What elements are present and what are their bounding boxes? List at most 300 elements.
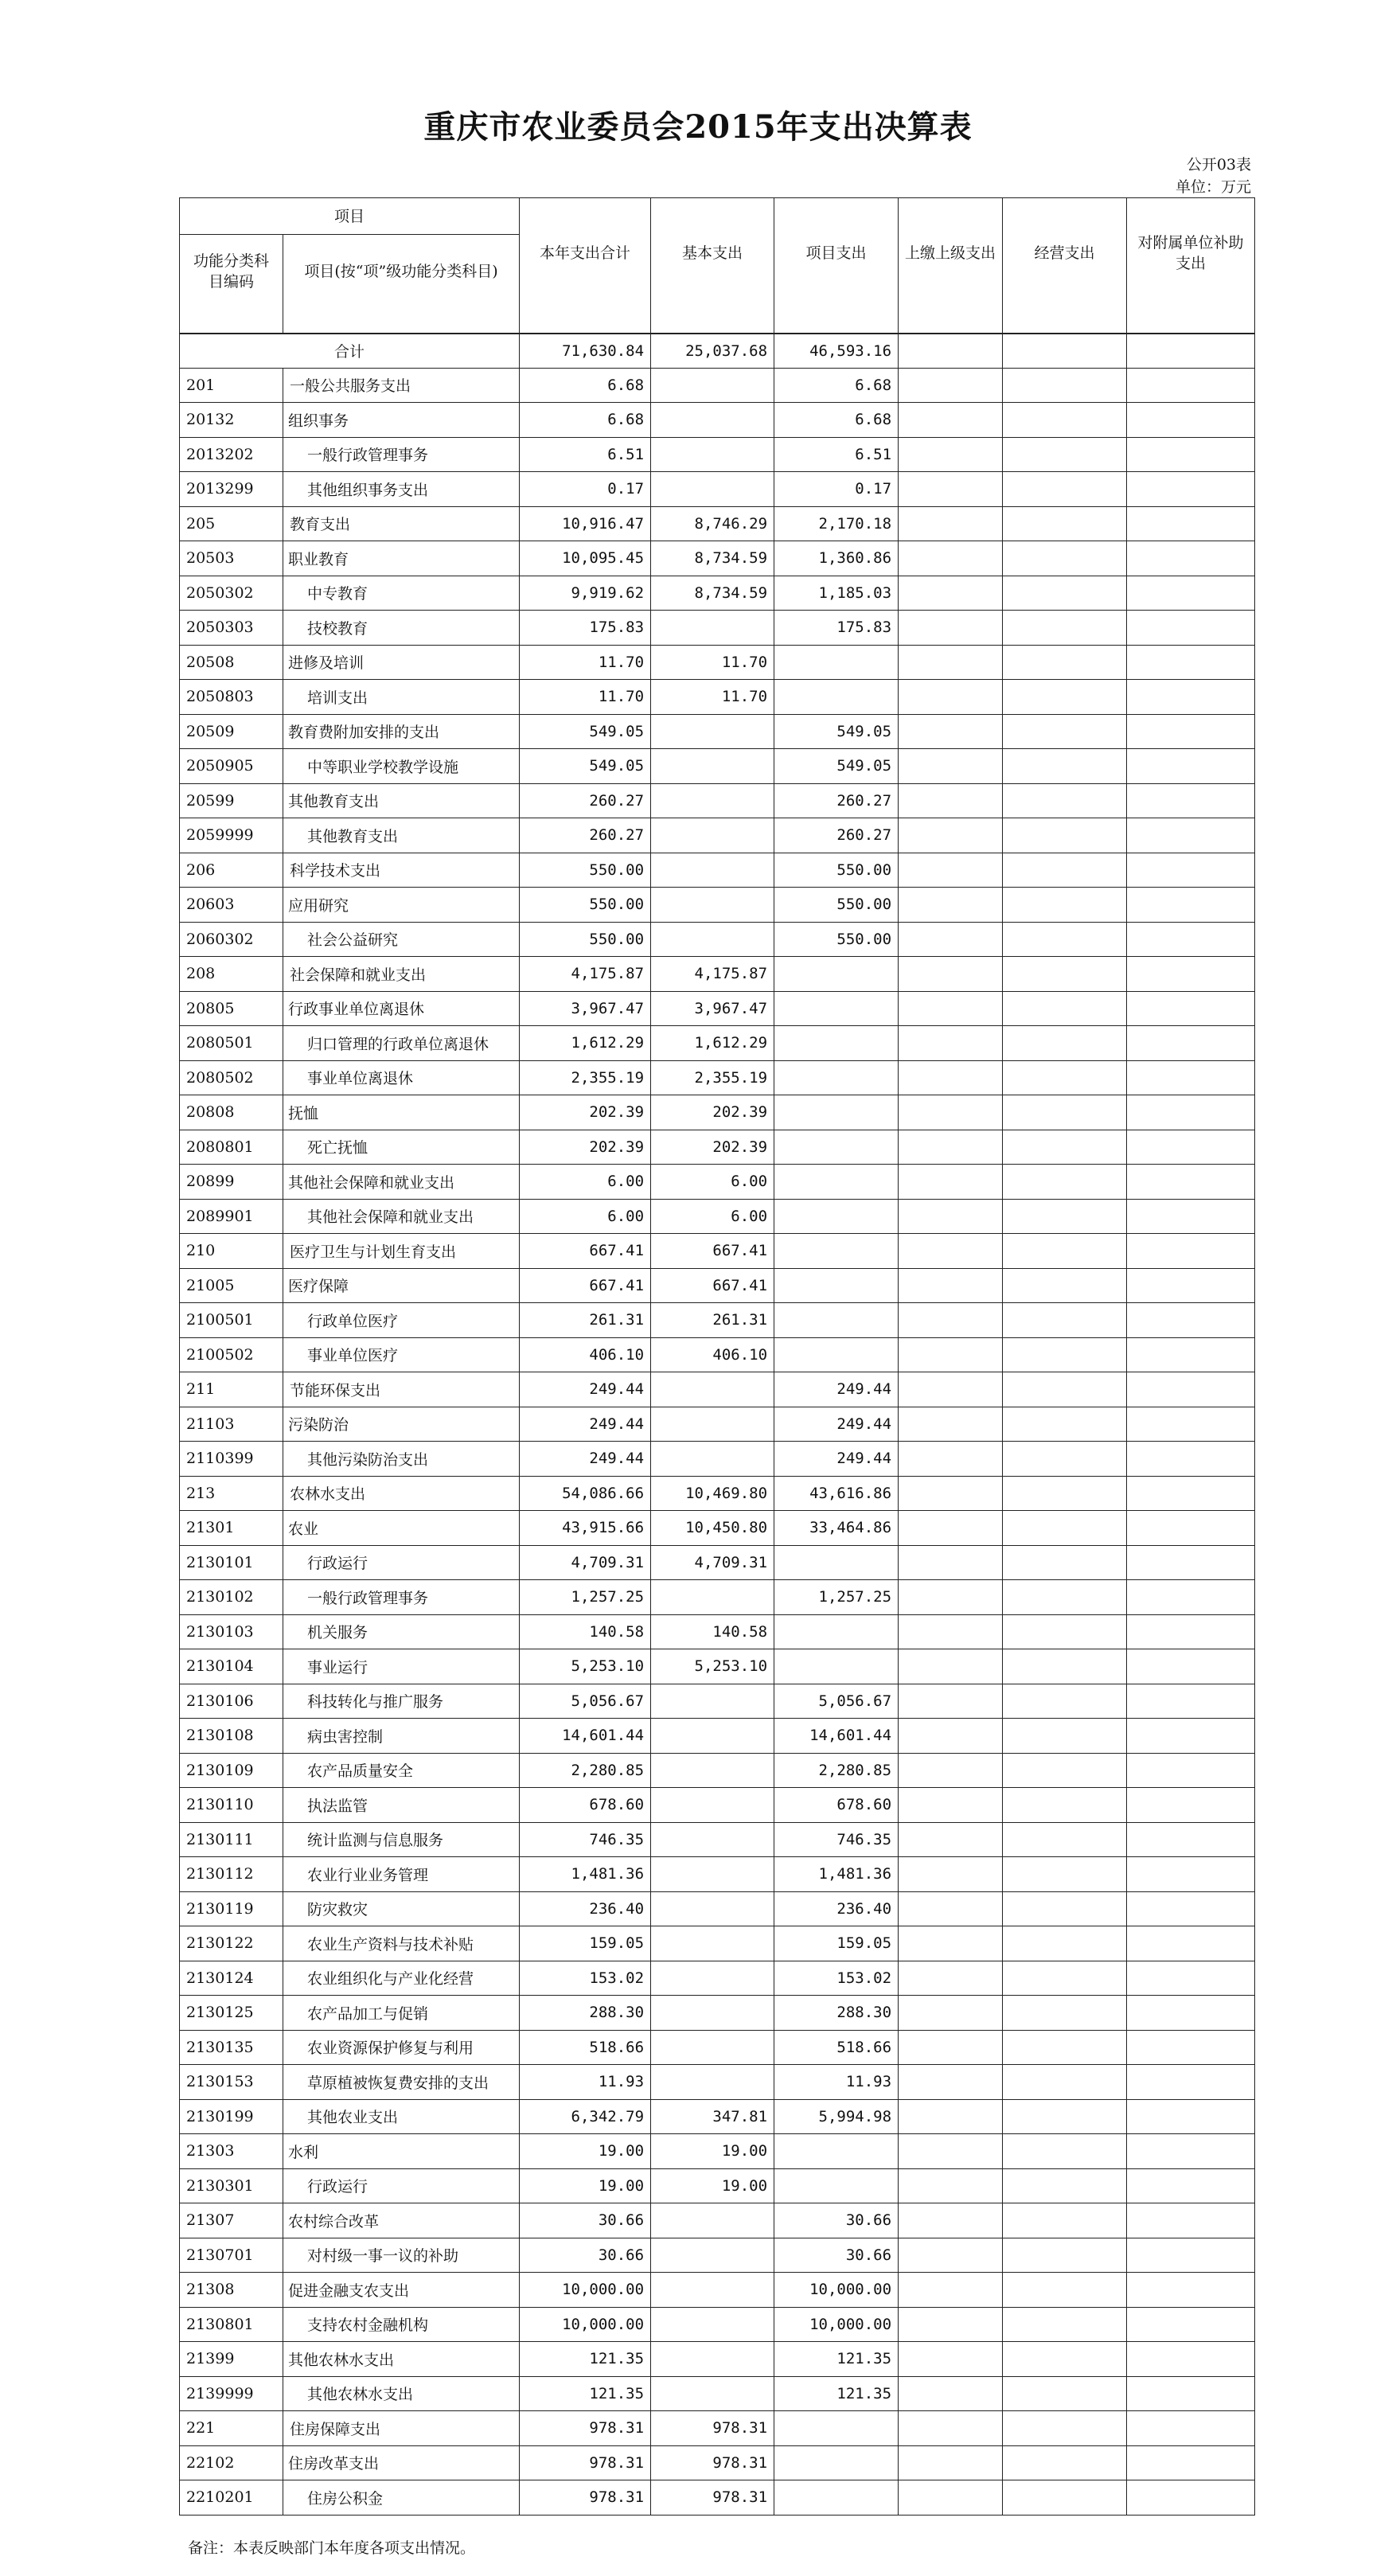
cell-code: 206 <box>180 853 283 888</box>
cell-project <box>774 1095 899 1130</box>
table-row <box>180 1372 1255 1407</box>
cell-name: 应用研究 <box>283 888 520 923</box>
cell-business <box>1003 922 1127 957</box>
cell-project: 10,000.00 <box>774 2307 899 2342</box>
table-row <box>180 1926 1255 1961</box>
cell-project: 260.27 <box>774 783 899 818</box>
cell-name: 节能环保支出 <box>283 1372 520 1407</box>
cell-total: 2,280.85 <box>520 1753 651 1788</box>
cell-business <box>1003 1753 1127 1788</box>
header-total: 本年支出合计 <box>520 198 651 334</box>
cell-total: 978.31 <box>520 2445 651 2480</box>
header-code: 功能分类科目编码 <box>180 235 283 334</box>
table-row <box>180 576 1255 611</box>
cell-project <box>774 1060 899 1095</box>
cell-project <box>774 957 899 992</box>
cell-upper <box>899 1822 1003 1857</box>
header-basic: 基本支出 <box>651 198 774 334</box>
total-label: 合计 <box>180 334 520 369</box>
cell-code: 22102 <box>180 2445 283 2480</box>
cell-subsidy <box>1127 368 1255 403</box>
cell-business <box>1003 1060 1127 1095</box>
cell-total: 10,000.00 <box>520 2273 651 2308</box>
cell-project: 746.35 <box>774 1822 899 1857</box>
cell-total: 5,056.67 <box>520 1684 651 1719</box>
cell-basic: 8,746.29 <box>651 506 774 541</box>
unit-label: 单位：万元 <box>1175 178 1251 196</box>
cell-subsidy <box>1127 611 1255 646</box>
cell-code: 20132 <box>180 403 283 438</box>
cell-subsidy <box>1127 2099 1255 2134</box>
cell-name: 医疗保障 <box>283 1268 520 1303</box>
cell-project: 288.30 <box>774 1996 899 2031</box>
cell-code: 20808 <box>180 1095 283 1130</box>
cell-project: 6.51 <box>774 437 899 472</box>
table-row <box>180 853 1255 888</box>
cell-basic <box>651 1719 774 1754</box>
cell-subsidy <box>1127 1545 1255 1580</box>
cell-code: 21399 <box>180 2342 283 2377</box>
cell-upper <box>899 1753 1003 1788</box>
cell-project <box>774 1545 899 1580</box>
cell-subsidy <box>1127 714 1255 749</box>
cell-code: 2130135 <box>180 2030 283 2065</box>
cell-project <box>774 2445 899 2480</box>
cell-business <box>1003 472 1127 507</box>
cell-business <box>1003 576 1127 611</box>
cell-total: 11.70 <box>520 645 651 680</box>
cell-business <box>1003 1857 1127 1892</box>
table-row <box>180 2099 1255 2134</box>
cell-basic <box>651 2203 774 2238</box>
cell-project <box>774 1268 899 1303</box>
table-row <box>180 783 1255 818</box>
cell-basic: 8,734.59 <box>651 576 774 611</box>
cell-total: 678.60 <box>520 1788 651 1823</box>
cell-business <box>1003 2099 1127 2134</box>
cell-name: 病虫害控制 <box>283 1719 520 1754</box>
cell-name: 中专教育 <box>283 576 520 611</box>
cell-business <box>1003 1719 1127 1754</box>
table-row <box>180 680 1255 715</box>
table-row <box>180 645 1255 680</box>
cell-project <box>774 1026 899 1061</box>
cell-business <box>1003 611 1127 646</box>
cell-name: 农业资源保护修复与利用 <box>283 2030 520 2065</box>
cell-code: 2059999 <box>180 818 283 853</box>
cell-subsidy <box>1127 1649 1255 1684</box>
cell-project: 121.35 <box>774 2376 899 2411</box>
cell-business <box>1003 1337 1127 1372</box>
cell-basic <box>651 888 774 923</box>
cell-project <box>774 1165 899 1200</box>
cell-basic <box>651 818 774 853</box>
cell-name: 事业单位医疗 <box>283 1337 520 1372</box>
cell-business <box>1003 1130 1127 1165</box>
table-row <box>180 749 1255 784</box>
cell-business <box>1003 714 1127 749</box>
cell-subsidy <box>1127 437 1255 472</box>
cell-project <box>774 1614 899 1649</box>
cell-business <box>1003 368 1127 403</box>
cell-subsidy <box>1127 1372 1255 1407</box>
table-row <box>180 1095 1255 1130</box>
cell-subsidy <box>1127 783 1255 818</box>
cell-subsidy <box>1127 957 1255 992</box>
cell-total: 1,481.36 <box>520 1857 651 1892</box>
cell-project <box>774 1337 899 1372</box>
cell-upper <box>899 1442 1003 1477</box>
cell-subsidy <box>1127 1442 1255 1477</box>
cell-name: 进修及培训 <box>283 645 520 680</box>
cell-basic <box>651 437 774 472</box>
cell-upper <box>899 1684 1003 1719</box>
table-row <box>180 2030 1255 2065</box>
cell-total: 1,612.29 <box>520 1026 651 1061</box>
cell-business <box>1003 1511 1127 1546</box>
cell-subsidy <box>1127 2168 1255 2203</box>
cell-basic: 19.00 <box>651 2168 774 2203</box>
cell-business <box>1003 1442 1127 1477</box>
cell-upper <box>899 1337 1003 1372</box>
cell-name: 农林水支出 <box>283 1476 520 1511</box>
cell-upper <box>899 2099 1003 2134</box>
cell-upper <box>899 334 1003 369</box>
cell-code: 2050905 <box>180 749 283 784</box>
cell-subsidy <box>1127 2134 1255 2169</box>
cell-name: 科技转化与推广服务 <box>283 1684 520 1719</box>
page-title: 重庆市农业委员会2015年支出决算表 <box>423 108 973 146</box>
cell-upper <box>899 1407 1003 1442</box>
cell-business <box>1003 1303 1127 1338</box>
cell-subsidy <box>1127 1407 1255 1442</box>
table-row <box>180 2134 1255 2169</box>
cell-total: 5,253.10 <box>520 1649 651 1684</box>
cell-name: 水利 <box>283 2134 520 2169</box>
cell-basic <box>651 783 774 818</box>
cell-code: 221 <box>180 2411 283 2446</box>
cell-project: 2,170.18 <box>774 506 899 541</box>
cell-business <box>1003 818 1127 853</box>
cell-project: 678.60 <box>774 1788 899 1823</box>
header-upper: 上缴上级支出 <box>899 198 1003 334</box>
cell-project <box>774 2168 899 2203</box>
cell-name: 教育费附加安排的支出 <box>283 714 520 749</box>
cell-code: 20805 <box>180 991 283 1026</box>
cell-basic: 10,450.80 <box>651 1511 774 1546</box>
cell-subsidy <box>1127 1891 1255 1926</box>
cell-subsidy <box>1127 749 1255 784</box>
cell-business <box>1003 1372 1127 1407</box>
cell-total: 4,175.87 <box>520 957 651 992</box>
cell-code: 2130103 <box>180 1614 283 1649</box>
cell-upper <box>899 1545 1003 1580</box>
table-row <box>180 2238 1255 2273</box>
cell-project: 5,056.67 <box>774 1684 899 1719</box>
cell-name: 农产品加工与促销 <box>283 1996 520 2031</box>
cell-code: 2130124 <box>180 1961 283 1996</box>
cell-code: 2110399 <box>180 1442 283 1477</box>
cell-code: 205 <box>180 506 283 541</box>
table-row <box>180 1337 1255 1372</box>
cell-subsidy <box>1127 1234 1255 1269</box>
cell-upper <box>899 2342 1003 2377</box>
cell-subsidy <box>1127 1614 1255 1649</box>
cell-name: 归口管理的行政单位离退休 <box>283 1026 520 1061</box>
cell-business <box>1003 1580 1127 1615</box>
cell-basic <box>651 2376 774 2411</box>
table-row <box>180 1268 1255 1303</box>
cell-name: 其他农业支出 <box>283 2099 520 2134</box>
cell-code: 20509 <box>180 714 283 749</box>
cell-code: 2139999 <box>180 2376 283 2411</box>
cell-name: 教育支出 <box>283 506 520 541</box>
cell-code: 2130102 <box>180 1580 283 1615</box>
cell-total: 667.41 <box>520 1234 651 1269</box>
cell-subsidy <box>1127 1996 1255 2031</box>
table-row <box>180 1165 1255 1200</box>
cell-basic: 1,612.29 <box>651 1026 774 1061</box>
cell-subsidy <box>1127 1961 1255 1996</box>
cell-name: 死亡抚恤 <box>283 1130 520 1165</box>
cell-project: 153.02 <box>774 1961 899 1996</box>
cell-project: 260.27 <box>774 818 899 853</box>
table-row <box>180 472 1255 507</box>
cell-upper <box>899 1788 1003 1823</box>
cell-project: 11.93 <box>774 2065 899 2100</box>
cell-total: 54,086.66 <box>520 1476 651 1511</box>
cell-basic <box>651 1442 774 1477</box>
cell-total: 71,630.84 <box>520 334 651 369</box>
header-project: 项目支出 <box>774 198 899 334</box>
cell-basic: 5,253.10 <box>651 1649 774 1684</box>
cell-subsidy <box>1127 1060 1255 1095</box>
cell-code: 2089901 <box>180 1199 283 1234</box>
cell-project: 518.66 <box>774 2030 899 2065</box>
cell-business <box>1003 2445 1127 2480</box>
cell-business <box>1003 1199 1127 1234</box>
cell-project <box>774 1199 899 1234</box>
cell-code: 20603 <box>180 888 283 923</box>
cell-total: 518.66 <box>520 2030 651 2065</box>
cell-upper <box>899 1476 1003 1511</box>
cell-upper <box>899 1165 1003 1200</box>
cell-upper <box>899 818 1003 853</box>
cell-basic: 4,175.87 <box>651 957 774 992</box>
cell-total: 261.31 <box>520 1303 651 1338</box>
cell-business <box>1003 2168 1127 2203</box>
cell-basic: 978.31 <box>651 2480 774 2516</box>
cell-business <box>1003 541 1127 576</box>
cell-basic: 140.58 <box>651 1614 774 1649</box>
table-row <box>180 1719 1255 1754</box>
cell-basic: 202.39 <box>651 1095 774 1130</box>
cell-basic <box>651 1372 774 1407</box>
cell-total: 30.66 <box>520 2203 651 2238</box>
cell-business <box>1003 1268 1127 1303</box>
cell-business <box>1003 645 1127 680</box>
cell-basic: 6.00 <box>651 1199 774 1234</box>
cell-basic: 978.31 <box>651 2411 774 2446</box>
table-row <box>180 957 1255 992</box>
cell-total: 550.00 <box>520 853 651 888</box>
cell-subsidy <box>1127 1165 1255 1200</box>
cell-basic: 10,469.80 <box>651 1476 774 1511</box>
cell-total: 43,915.66 <box>520 1511 651 1546</box>
table-row <box>180 2168 1255 2203</box>
cell-name: 统计监测与信息服务 <box>283 1822 520 1857</box>
cell-subsidy <box>1127 818 1255 853</box>
cell-code: 2210201 <box>180 2480 283 2516</box>
cell-basic: 11.70 <box>651 680 774 715</box>
cell-basic: 4,709.31 <box>651 1545 774 1580</box>
form-code: 公开03表 <box>1186 156 1251 174</box>
cell-project: 1,185.03 <box>774 576 899 611</box>
cell-name: 农业 <box>283 1511 520 1546</box>
cell-code: 2130125 <box>180 1996 283 2031</box>
cell-total: 746.35 <box>520 1822 651 1857</box>
cell-upper <box>899 749 1003 784</box>
cell-basic <box>651 2065 774 2100</box>
cell-basic <box>651 2030 774 2065</box>
cell-code: 2130108 <box>180 1719 283 1754</box>
cell-total: 6,342.79 <box>520 2099 651 2134</box>
cell-upper <box>899 1372 1003 1407</box>
cell-business <box>1003 506 1127 541</box>
cell-basic <box>651 472 774 507</box>
cell-name: 一般公共服务支出 <box>283 368 520 403</box>
cell-upper <box>899 714 1003 749</box>
cell-project: 10,000.00 <box>774 2273 899 2308</box>
cell-basic <box>651 1580 774 1615</box>
cell-upper <box>899 472 1003 507</box>
header-name: 项目(按“项”级功能分类科目) <box>283 235 520 334</box>
table-row <box>180 1511 1255 1546</box>
cell-project: 550.00 <box>774 853 899 888</box>
table-row <box>180 2411 1255 2446</box>
cell-name: 一般行政管理事务 <box>283 437 520 472</box>
cell-subsidy <box>1127 472 1255 507</box>
cell-basic <box>651 1996 774 2031</box>
cell-project <box>774 1303 899 1338</box>
cell-upper <box>899 2445 1003 2480</box>
cell-code: 2130110 <box>180 1788 283 1823</box>
cell-total: 549.05 <box>520 714 651 749</box>
cell-code: 2050303 <box>180 611 283 646</box>
header-business: 经营支出 <box>1003 198 1127 334</box>
expenditure-table <box>179 197 1255 2516</box>
cell-project: 249.44 <box>774 1442 899 1477</box>
cell-upper <box>899 541 1003 576</box>
table-row <box>180 1545 1255 1580</box>
cell-upper <box>899 611 1003 646</box>
cell-name: 农村综合改革 <box>283 2203 520 2238</box>
cell-business <box>1003 680 1127 715</box>
cell-code: 2130801 <box>180 2307 283 2342</box>
cell-basic: 2,355.19 <box>651 1060 774 1095</box>
cell-total: 249.44 <box>520 1407 651 1442</box>
cell-project: 549.05 <box>774 749 899 784</box>
cell-name: 其他社会保障和就业支出 <box>283 1199 520 1234</box>
cell-name: 中等职业学校教学设施 <box>283 749 520 784</box>
cell-upper <box>899 1026 1003 1061</box>
cell-total: 550.00 <box>520 922 651 957</box>
cell-subsidy <box>1127 1684 1255 1719</box>
cell-code: 21308 <box>180 2273 283 2308</box>
cell-total: 19.00 <box>520 2168 651 2203</box>
cell-name: 科学技术支出 <box>283 853 520 888</box>
cell-upper <box>899 991 1003 1026</box>
cell-upper <box>899 1303 1003 1338</box>
cell-basic: 261.31 <box>651 1303 774 1338</box>
header-subsidy: 对附属单位补助支出 <box>1127 198 1255 334</box>
cell-basic <box>651 1926 774 1961</box>
cell-business <box>1003 437 1127 472</box>
cell-code: 211 <box>180 1372 283 1407</box>
cell-code: 2130106 <box>180 1684 283 1719</box>
cell-code: 2130104 <box>180 1649 283 1684</box>
cell-upper <box>899 2203 1003 2238</box>
cell-subsidy <box>1127 1857 1255 1892</box>
cell-total: 549.05 <box>520 749 651 784</box>
cell-business <box>1003 2065 1127 2100</box>
cell-business <box>1003 1407 1127 1442</box>
cell-name: 社会公益研究 <box>283 922 520 957</box>
cell-basic: 8,734.59 <box>651 541 774 576</box>
cell-name: 农业行业业务管理 <box>283 1857 520 1892</box>
table-row <box>180 1442 1255 1477</box>
cell-upper <box>899 888 1003 923</box>
cell-project: 46,593.16 <box>774 334 899 369</box>
cell-code: 20503 <box>180 541 283 576</box>
cell-upper <box>899 2411 1003 2446</box>
cell-name: 社会保障和就业支出 <box>283 957 520 992</box>
table-row <box>180 1130 1255 1165</box>
cell-basic: 667.41 <box>651 1234 774 1269</box>
cell-project: 159.05 <box>774 1926 899 1961</box>
cell-name: 其他组织事务支出 <box>283 472 520 507</box>
cell-upper <box>899 2168 1003 2203</box>
cell-total: 30.66 <box>520 2238 651 2273</box>
cell-business <box>1003 1476 1127 1511</box>
table-row <box>180 818 1255 853</box>
table-row <box>180 1891 1255 1926</box>
table-row <box>180 2480 1255 2516</box>
cell-name: 组织事务 <box>283 403 520 438</box>
cell-business <box>1003 2376 1127 2411</box>
cell-total: 140.58 <box>520 1614 651 1649</box>
cell-total: 260.27 <box>520 783 651 818</box>
cell-code: 2130109 <box>180 1753 283 1788</box>
cell-upper <box>899 1060 1003 1095</box>
cell-project: 6.68 <box>774 403 899 438</box>
cell-name: 行政单位医疗 <box>283 1303 520 1338</box>
cell-upper <box>899 680 1003 715</box>
cell-upper <box>899 2307 1003 2342</box>
cell-upper <box>899 1926 1003 1961</box>
cell-basic <box>651 1407 774 1442</box>
cell-business <box>1003 1926 1127 1961</box>
cell-project: 550.00 <box>774 888 899 923</box>
cell-business <box>1003 1165 1127 1200</box>
cell-basic <box>651 922 774 957</box>
cell-business <box>1003 2411 1127 2446</box>
cell-project: 2,280.85 <box>774 1753 899 1788</box>
table-row <box>180 888 1255 923</box>
cell-project: 5,994.98 <box>774 2099 899 2134</box>
cell-code: 2130101 <box>180 1545 283 1580</box>
cell-subsidy <box>1127 1476 1255 1511</box>
